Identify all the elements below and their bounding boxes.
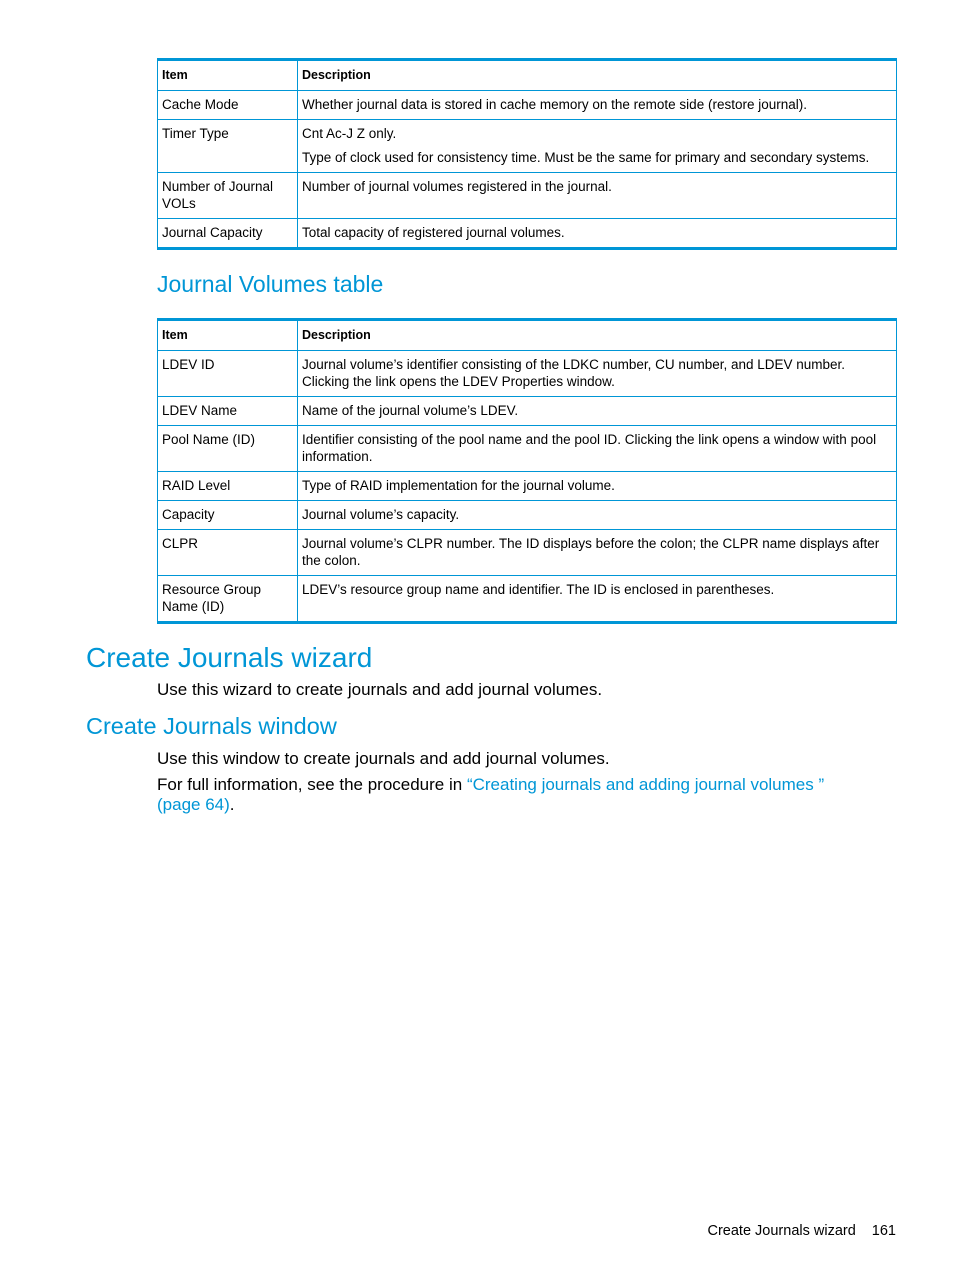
page-number: 161 — [871, 1223, 896, 1239]
row-description-cell — [298, 219, 897, 249]
row-description-cell — [298, 426, 897, 472]
description-paragraph: Identifier consisting of the pool name and the pool ID. Clicking the link opens a window with pool information. — [302, 432, 877, 464]
row-description-cell — [298, 576, 897, 623]
table-row — [158, 530, 897, 576]
table-row — [158, 91, 897, 120]
description-paragraph: Type of RAID implementation for the journal volume. — [302, 478, 615, 493]
table-row — [158, 219, 897, 249]
row-description-cell — [298, 501, 897, 530]
row-item-cell: Number of Journal VOLs — [158, 173, 298, 219]
table-row — [158, 501, 897, 530]
journal-properties-table — [157, 58, 897, 250]
table-row — [158, 120, 897, 173]
column-header-item: Item — [158, 320, 298, 351]
footer-section-title: Create Journals wizard — [707, 1223, 856, 1239]
table-row — [158, 173, 897, 219]
row-item-cell: Resource Group Name (ID) — [158, 576, 298, 623]
create-journals-wizard-heading: Create Journals wizard — [86, 642, 373, 673]
description-paragraph: LDEV’s resource group name and identifier. The ID is enclosed in parentheses. — [302, 582, 775, 597]
column-header-description: Description — [298, 320, 897, 351]
full-information-text — [157, 775, 857, 815]
row-item-cell: Cache Mode — [158, 91, 298, 120]
row-item-cell: CLPR — [158, 530, 298, 576]
create-journals-window-heading: Create Journals window — [86, 713, 337, 739]
row-description-cell — [298, 351, 897, 397]
description-paragraph: Journal volume’s identifier consisting of the LDKC number, CU number, and LDEV number. Clicking the link opens the LDEV Properties window. — [302, 357, 846, 389]
description-paragraph: Whether journal data is stored in cache memory on the remote side (restore journal). — [302, 97, 807, 112]
full-information-prefix: For full information, see the procedure in — [157, 775, 467, 794]
table-row — [158, 576, 897, 623]
description-paragraph: Type of clock used for consistency time. Must be the same for primary and secondary systems. — [302, 150, 870, 165]
row-item-cell: Timer Type — [158, 120, 298, 173]
description-paragraph: Number of journal volumes registered in the journal. — [302, 179, 612, 194]
column-header-description: Description — [298, 60, 897, 91]
table-row — [158, 397, 897, 426]
row-description-cell — [298, 397, 897, 426]
table-header-row — [158, 60, 897, 91]
wizard-intro-text: Use this wizard to create journals and add journal volumes. — [157, 680, 603, 699]
description-paragraph: Cnt Ac-J Z only. — [302, 126, 397, 141]
row-item-cell: RAID Level — [158, 472, 298, 501]
table-row — [158, 472, 897, 501]
row-item-cell: Journal Capacity — [158, 219, 298, 249]
row-item-cell: LDEV ID — [158, 351, 298, 397]
column-header-item: Item — [158, 60, 298, 91]
row-description-cell — [298, 472, 897, 501]
row-item-cell: Capacity — [158, 501, 298, 530]
description-paragraph: Journal volume’s capacity. — [302, 507, 460, 522]
row-item-cell: LDEV Name — [158, 397, 298, 426]
journal-volumes-table-heading: Journal Volumes table — [157, 271, 384, 297]
table-header-row — [158, 320, 897, 351]
table-row — [158, 426, 897, 472]
procedure-link[interactable]: “Creating journals and adding journal volumes ” (page 64) — [157, 775, 825, 814]
description-paragraph: Journal volume’s CLPR number. The ID displays before the colon; the CLPR name displays after the colon. — [302, 536, 880, 568]
description-paragraph: Name of the journal volume’s LDEV. — [302, 403, 519, 418]
journal-volumes-table — [157, 318, 897, 624]
description-paragraph: Total capacity of registered journal volumes. — [302, 225, 565, 240]
page-footer — [708, 1223, 897, 1239]
row-description-cell — [298, 91, 897, 120]
row-description-cell — [298, 173, 897, 219]
table-row — [158, 351, 897, 397]
row-description-cell — [298, 120, 897, 173]
row-item-cell: Pool Name (ID) — [158, 426, 298, 472]
full-information-suffix: . — [229, 795, 235, 814]
window-intro-text: Use this window to create journals and add journal volumes. — [157, 749, 610, 768]
row-description-cell — [298, 530, 897, 576]
